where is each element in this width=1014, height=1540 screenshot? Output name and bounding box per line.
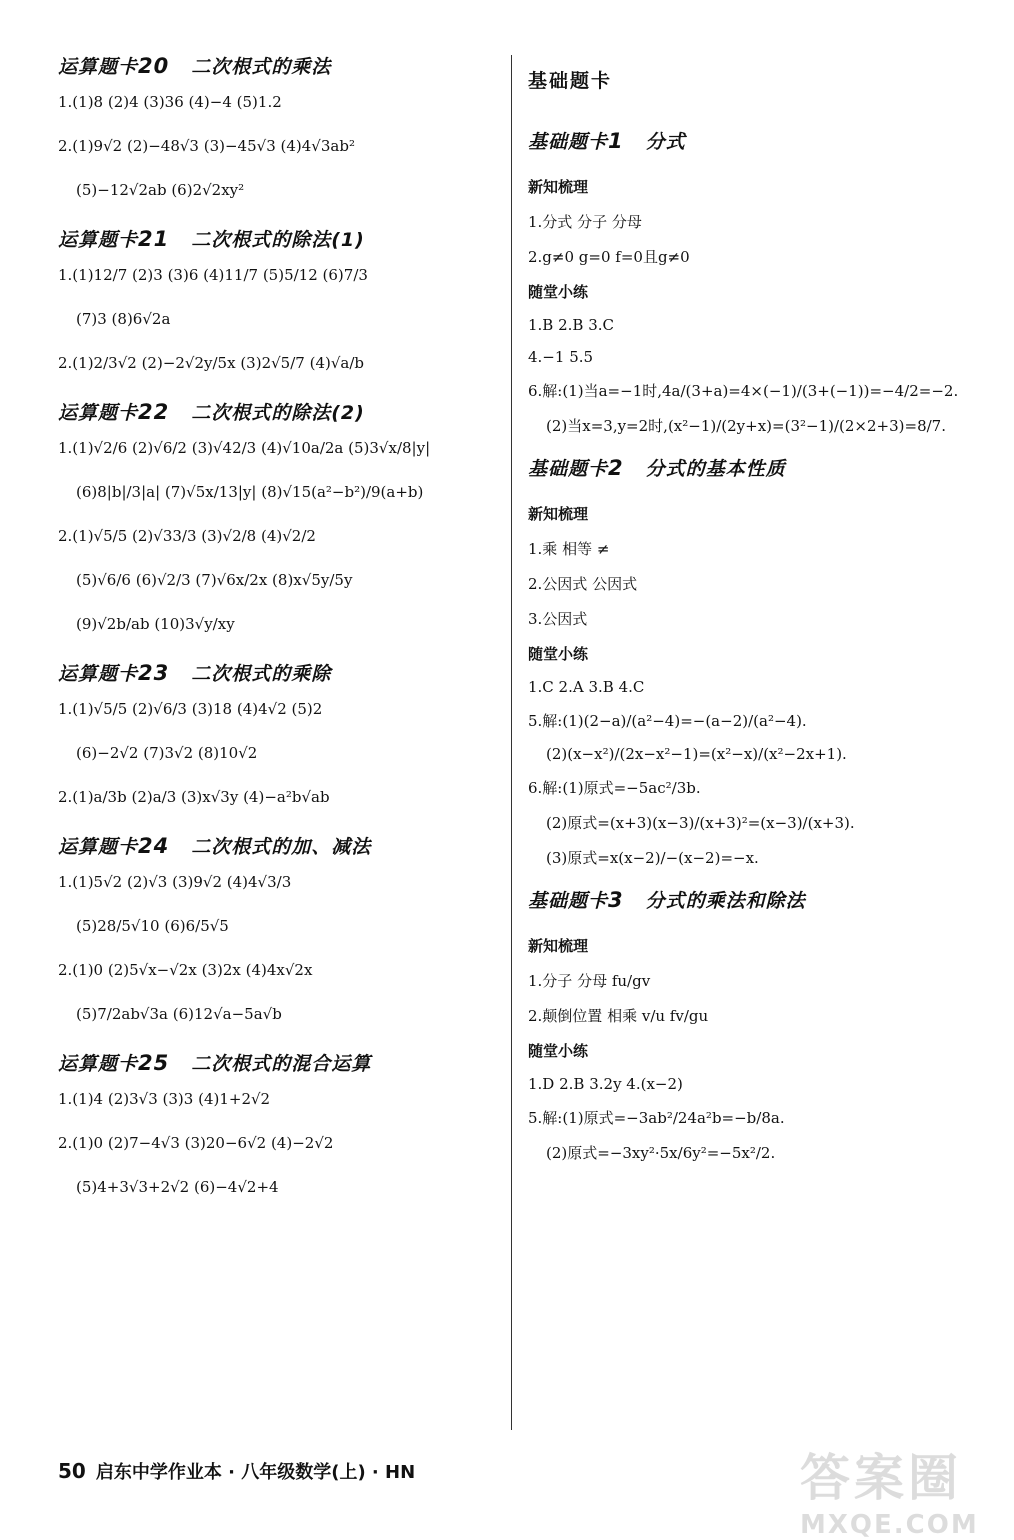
card-topic: 分式 [645, 131, 686, 153]
card-topic: 二次根式的乘法 [191, 56, 332, 78]
answer-line: 1.(1)√5/5 (2)√6/3 (3)18 (4)4√2 (5)2 [58, 700, 323, 718]
card-topic: 二次根式的除法(1) [191, 229, 365, 251]
answer-line: 1.分子 分母 fu/gv [528, 972, 651, 990]
answer-line: 1.分式 分子 分母 [528, 213, 642, 231]
watermark-sub: MXQE.COM [800, 1510, 979, 1540]
answer-card [528, 886, 968, 1163]
card-title: 运算题卡 [58, 56, 139, 78]
group-label: 随堂小练 [528, 283, 589, 301]
answer-line: 1.D 2.B 3.2y 4.(x−2) [528, 1075, 683, 1093]
card-topic: 二次根式的除法(2) [191, 402, 365, 424]
answer-line: 1.(1)5√2 (2)√3 (3)9√2 (4)4√3/3 [58, 873, 292, 891]
card-heading [528, 127, 968, 154]
answer-card [58, 225, 498, 372]
answer-line: (5)28/5√10 (6)6/5√5 [76, 917, 229, 935]
left-column [58, 52, 498, 1222]
group-label: 随堂小练 [528, 645, 589, 663]
answer-line: 1.(1)8 (2)4 (3)36 (4)−4 (5)1.2 [58, 93, 282, 111]
answer-line: 2.公因式 公因式 [528, 575, 638, 593]
card-heading [58, 52, 498, 79]
answer-line: 2.(1)√5/5 (2)√33/3 (3)√2/8 (4)√2/2 [58, 527, 316, 545]
answer-line: (7)3 (8)6√2a [76, 310, 171, 328]
answer-line: (2)原式=(x+3)(x−3)/(x+3)²=(x−3)/(x+3). [546, 814, 855, 832]
answer-line: 1.(1)4 (2)3√3 (3)3 (4)1+2√2 [58, 1090, 271, 1108]
page-footer [58, 1458, 415, 1484]
group-label: 随堂小练 [528, 1042, 589, 1060]
card-topic: 二次根式的乘除 [191, 663, 332, 685]
right-section-header: 基础题卡 [528, 70, 613, 92]
answer-line: 5.解:(1)(2−a)/(a²−4)=−(a−2)/(a²−4). [528, 712, 807, 730]
card-title: 基础题卡 [528, 131, 609, 153]
answer-line: (6)−2√2 (7)3√2 (8)10√2 [76, 744, 258, 762]
card-number: 21 [138, 227, 170, 251]
card-number: 25 [138, 1051, 170, 1075]
card-heading [58, 832, 498, 859]
card-title: 运算题卡 [58, 1053, 139, 1075]
card-topic: 二次根式的加、减法 [191, 836, 372, 858]
answer-line: (6)8|b|/3|a| (7)√5x/13|y| (8)√15(a²−b²)/9(a+b) [76, 483, 424, 501]
answer-line: (2)当x=3,y=2时,(x²−1)/(2y+x)=(3²−1)/(2×2+3)=8/7. [546, 417, 946, 435]
answer-line: 1.(1)12/7 (2)3 (3)6 (4)11/7 (5)5/12 (6)7/3 [58, 266, 368, 284]
group-label: 新知梳理 [528, 505, 589, 523]
answer-line: (2)原式=−3xy²·5x/6y²=−5x²/2. [546, 1144, 776, 1162]
answer-line: (9)√2b/ab (10)3√y/xy [76, 615, 235, 633]
answer-line: (5)4+3√3+2√2 (6)−4√2+4 [76, 1178, 279, 1196]
answer-line: (5)√6/6 (6)√2/3 (7)√6x/2x (8)x√5y/5y [76, 571, 353, 589]
answer-line: 1.C 2.A 3.B 4.C [528, 678, 645, 696]
card-number: 3 [608, 888, 624, 912]
answer-line: 5.解:(1)原式=−3ab²/24a²b=−b/8a. [528, 1109, 785, 1127]
answer-line: (5)−12√2ab (6)2√2xy² [76, 181, 245, 199]
answer-line: 1.乘 相等 ≠ [528, 540, 610, 558]
answer-line: 6.解:(1)原式=−5ac²/3b. [528, 779, 701, 797]
card-title: 基础题卡 [528, 458, 609, 480]
answer-card [58, 52, 498, 199]
footer-title: 启东中学作业本 · 八年级数学(上) · HN [95, 1462, 416, 1483]
card-number: 22 [138, 400, 170, 424]
watermark-logo [800, 1438, 990, 1540]
answer-line: 2.(1)2/3√2 (2)−2√2y/5x (3)2√5/7 (4)√a/b [58, 354, 364, 372]
answer-line: 3.公因式 [528, 610, 588, 628]
card-heading [528, 454, 968, 481]
answer-line: 2.(1)a/3b (2)a/3 (3)x√3y (4)−a²b√ab [58, 788, 330, 806]
answer-line: (5)7/2ab√3a (6)12√a−5a√b [76, 1005, 282, 1023]
page-number: 50 [58, 1459, 86, 1483]
answer-line: (3)原式=x(x−2)/−(x−2)=−x. [546, 849, 759, 867]
card-heading [58, 225, 498, 252]
card-title: 基础题卡 [528, 890, 609, 912]
group-label: 新知梳理 [528, 937, 589, 955]
answer-card [58, 1049, 498, 1196]
card-number: 1 [608, 129, 624, 153]
card-topic: 分式的基本性质 [645, 458, 786, 480]
answer-line: 2.(1)9√2 (2)−48√3 (3)−45√3 (4)4√3ab² [58, 137, 355, 155]
card-title: 运算题卡 [58, 402, 139, 424]
right-column [528, 52, 968, 1181]
answer-line: 2.颠倒位置 相乘 v/u fv/gu [528, 1007, 709, 1025]
answer-card [58, 398, 498, 633]
answer-line: 1.B 2.B 3.C [528, 316, 614, 334]
answer-line: 6.解:(1)当a=−1时,4a/(3+a)=4×(−1)/(3+(−1))=−4/2=−2. [528, 382, 959, 400]
answer-card [58, 832, 498, 1023]
card-number: 23 [138, 661, 170, 685]
card-heading [58, 1049, 498, 1076]
card-number: 20 [138, 54, 170, 78]
answer-card [528, 127, 968, 436]
card-number: 2 [608, 456, 624, 480]
card-heading [58, 659, 498, 686]
card-title: 运算题卡 [58, 663, 139, 685]
card-topic: 分式的乘法和除法 [645, 890, 806, 912]
watermark-main: 答案圈 [800, 1449, 962, 1507]
column-divider [511, 55, 512, 1430]
answer-line: 2.(1)0 (2)7−4√3 (3)20−6√2 (4)−2√2 [58, 1134, 334, 1152]
answer-line: 2.g≠0 g=0 f=0且g≠0 [528, 248, 690, 266]
card-title: 运算题卡 [58, 836, 139, 858]
answer-line: 1.(1)√2/6 (2)√6/2 (3)√42/3 (4)√10a/2a (5)3√x/8|y| [58, 439, 431, 457]
card-number: 24 [138, 834, 170, 858]
card-title: 运算题卡 [58, 229, 139, 251]
card-heading [528, 886, 968, 913]
answer-line: 2.(1)0 (2)5√x−√2x (3)2x (4)4x√2x [58, 961, 313, 979]
answer-card [528, 454, 968, 868]
group-label: 新知梳理 [528, 178, 589, 196]
card-topic: 二次根式的混合运算 [191, 1053, 372, 1075]
card-heading [58, 398, 498, 425]
answer-line: 4.−1 5.5 [528, 348, 594, 366]
answer-card [58, 659, 498, 806]
answer-line: (2)(x−x²)/(2x−x²−1)=(x²−x)/(x²−2x+1). [546, 745, 847, 763]
